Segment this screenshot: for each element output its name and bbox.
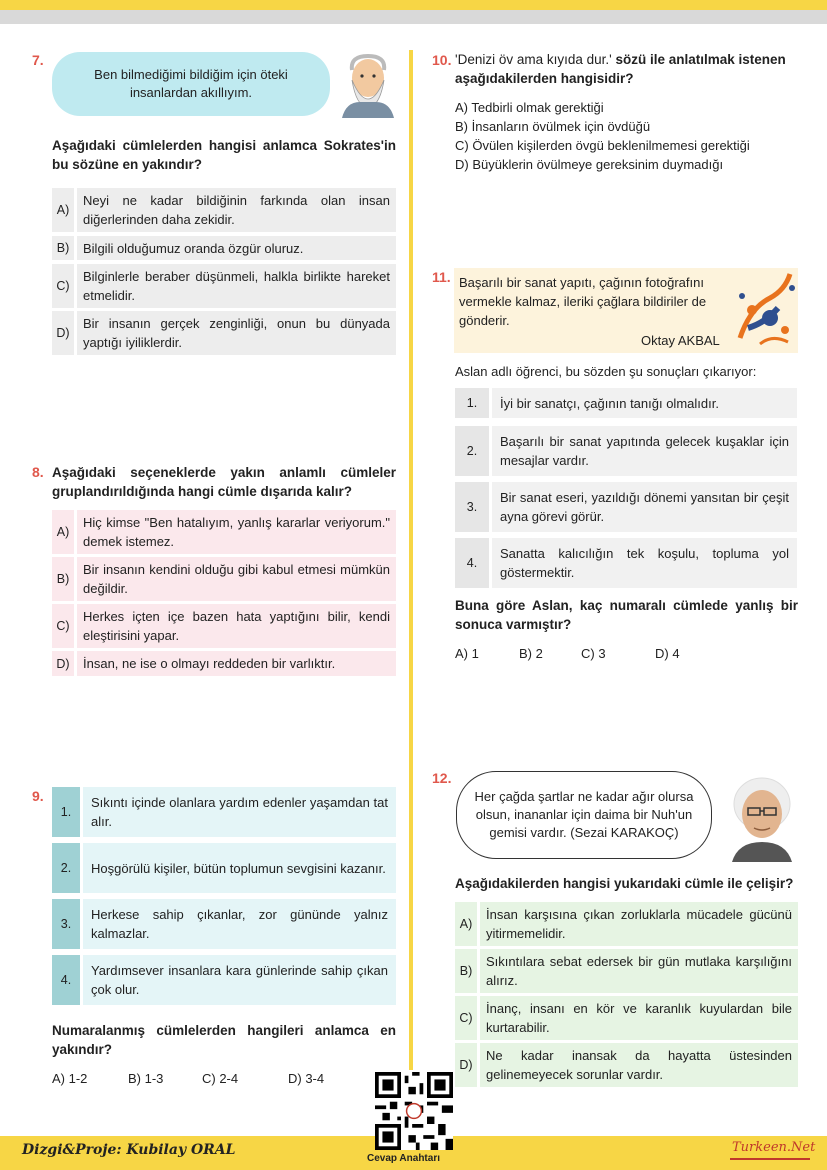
option-label: B) [455,949,477,993]
option-label: C) [52,264,74,308]
statement-3 [52,899,396,949]
option-label: A) [52,188,74,232]
statement-text: Sıkıntı içinde olanlara yardım edenler yaşamdan tat alır. [83,787,396,837]
intro-text: Aslan adlı öğrenci, bu sözden şu sonuçları çıkarıyor: [455,364,757,379]
top-band [0,0,827,10]
option-d[interactable] [52,651,396,676]
statement-number: 2. [52,843,80,893]
option-label: D) [52,651,74,676]
statement-2 [52,843,396,893]
quoted-saying: 'Denizi öv ama kıyıda dur.' [455,52,612,67]
option-label: B) [52,236,74,260]
option-label: D) [52,311,74,355]
choice-a[interactable]: A) 1-2 [52,1071,88,1086]
speech-bubble: Ben bilmediğimi bildiğim için öteki insanlardan akıllıyım. [52,52,330,116]
statement-text: Hoşgörülü kişiler, bütün toplumun sevgisini kazanır. [83,843,396,893]
statement-4 [455,538,797,588]
option-b[interactable] [455,949,798,993]
statement-text: Sanatta kalıcılığın tek koşulu, topluma yol göstermektir. [492,538,797,588]
statement-number: 4. [455,538,489,588]
column-divider [409,50,413,1070]
statement-text: İyi bir sanatçı, çağının tanığı olmalıdır. [492,388,797,418]
statement-2 [455,426,797,476]
option-d[interactable] [52,311,396,355]
statement-3 [455,482,797,532]
brand-logo[interactable]: Turkeen.Net [732,1140,816,1155]
question-number: 7. [32,52,44,68]
option-a[interactable]: A) Tedbirli olmak gerektiği [455,100,604,115]
choice-c[interactable]: C) 3 [581,646,606,661]
option-label: A) [52,510,74,554]
speech-bubble: Her çağda şartlar ne kadar ağır olursa olsun, inananlar için daima bir Nuh'un gemisi vardır. (Sezai KARAKOÇ) [456,771,712,859]
option-text: Bir insanın gerçek zenginliği, onun bu dünyada yaptığı iyiliklerdir. [77,311,396,355]
option-c[interactable] [52,264,396,308]
choice-d[interactable]: D) 3-4 [288,1071,325,1086]
option-text: Herkes içten içe bazen hata yaptığını bilir, kendi eleştirisini yapar. [77,604,396,648]
question-text [455,50,800,88]
paint-splash-icon [730,268,798,354]
author-credit: Dizgi&Proje: Kubilay ORAL [22,1142,236,1158]
statement-4 [52,955,396,1005]
question-text: Aşağıdaki seçeneklerde yakın anlamlı cümleler gruplandırıldığında hangi cümle dışarıda kalır? [52,465,396,499]
option-label: B) [52,557,74,601]
statement-number: 3. [52,899,80,949]
socrates-icon [336,48,400,118]
statement-number: 1. [52,787,80,837]
option-c[interactable] [455,996,798,1040]
choice-c[interactable]: C) 2-4 [202,1071,239,1086]
option-label: D) [455,1043,477,1087]
option-b[interactable] [52,557,396,601]
option-b[interactable]: B) İnsanların övülmek için övdüğü [455,119,651,134]
option-text: Bilginlerle beraber düşünmeli, halkla birlikte hareket etmelidir. [77,264,396,308]
option-label: C) [52,604,74,648]
statement-number: 3. [455,482,489,532]
question-number: 11. [432,269,451,285]
option-text: Hiç kimse "Ben hatalıyım, yanlış kararlar veriyorum." demek istemez. [77,510,396,554]
option-a[interactable] [455,902,798,946]
option-a[interactable] [52,188,396,232]
option-text: Bilgili olduğumuz oranda özgür oluruz. [77,236,396,260]
choice-a[interactable]: A) 1 [455,646,479,661]
statement-text: Yardımsever insanlara kara günlerinde sahip çıkan çok olur. [83,955,396,1005]
option-text: Ne kadar inansak da hayatta üstesinden gelinemeyecek sorunlar vardır. [480,1043,798,1087]
question-text: Aşağıdakilerden hangisi yukarıdaki cümle ile çelişir? [455,876,794,891]
question-number: 10. [432,52,452,68]
statement-1 [52,787,396,837]
answer-choices [52,1071,324,1086]
option-text: İnanç, insanı en kör ve karanlık kuyulardan bile kurtarabilir. [480,996,798,1040]
top-gray-band [0,10,827,24]
statement-number: 2. [455,426,489,476]
question-number: 12. [432,770,452,786]
option-text: Neyi ne kadar bildiğinin farkında olan insan diğerlerinden daha zekidir. [77,188,396,232]
quote-text: Başarılı bir sanat yapıtı, çağının fotoğrafını vermekle kalmaz, ileriki çağlara bildiriler de gönderir. [459,275,707,328]
question-text: Aşağıdaki cümlelerden hangisi anlamca Sokrates'in bu sözüne en yakındır? [52,138,396,172]
question-number: 9. [32,788,44,804]
choice-b[interactable]: B) 2 [519,646,543,661]
question-text: Buna göre Aslan, kaç numaralı cümlede yanlış bir sonuca varmıştır? [455,598,798,632]
choice-b[interactable]: B) 1-3 [128,1071,164,1086]
quote-author: Oktay AKBAL [641,333,720,348]
option-label: A) [455,902,477,946]
option-a[interactable] [52,510,396,554]
portrait-icon [724,770,800,862]
statement-number: 4. [52,955,80,1005]
question-stem: sözü ile anlatılmak istenen aşağıdakilerden hangisidir? [455,52,786,86]
option-c[interactable] [52,604,396,648]
statement-text: Bir sanat eseri, yazıldığı dönemi yansıtan bir çeşit ayna görevi görür. [492,482,797,532]
option-text: İnsan, ne ise o olmayı reddeden bir varlıktır. [77,651,396,676]
answer-choices [455,646,680,661]
question-number: 8. [32,464,44,480]
statement-number: 1. [455,388,489,418]
option-text: Bir insanın kendini olduğu gibi kabul etmesi mümkün değildir. [77,557,396,601]
option-d[interactable] [455,1043,798,1087]
option-d[interactable]: D) Büyüklerin övülmeye gereksinim duymadığı [455,157,724,172]
qr-code-icon[interactable] [375,1072,453,1150]
brand-underline [730,1158,810,1160]
statement-1 [455,388,797,418]
question-text: Numaralanmış cümlelerden hangileri anlamca en yakındır? [52,1023,396,1057]
option-text: İnsan karşısına çıkan zorluklarla mücadele gücünü yitirmemelidir. [480,902,798,946]
option-b[interactable] [52,236,396,260]
qr-caption: Cevap Anahtarı [367,1153,440,1164]
option-text: Sıkıntılara sebat edersek bir gün mutlaka karşılığını alırız. [480,949,798,993]
option-c[interactable]: C) Övülen kişilerden övgü beklenilmemesi gerektiği [455,138,750,153]
option-label: C) [455,996,477,1040]
statement-text: Başarılı bir sanat yapıtında gelecek kuşaklar için mesajlar vardır. [492,426,797,476]
choice-d[interactable]: D) 4 [655,646,680,661]
statement-text: Herkese sahip çıkanlar, zor gününde yalnız kalmazlar. [83,899,396,949]
